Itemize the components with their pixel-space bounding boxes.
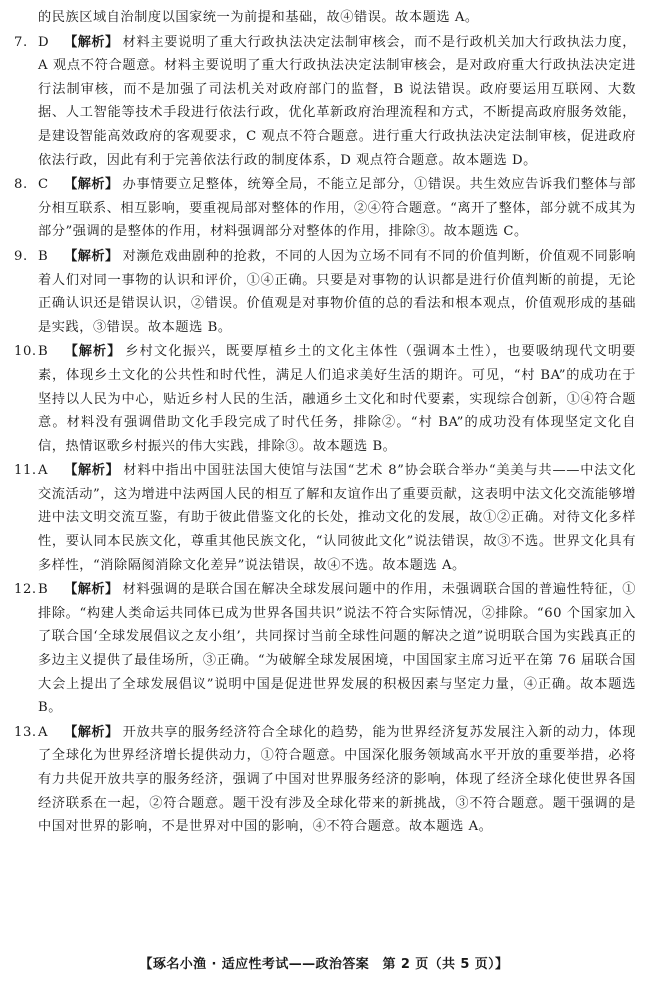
answer-item bbox=[14, 245, 636, 339]
analysis-tag: 【解析】 bbox=[64, 177, 119, 193]
answer-body bbox=[14, 340, 636, 458]
answer-body bbox=[14, 31, 636, 173]
answer-body bbox=[14, 578, 636, 720]
analysis-text: 办事情要立足整体，统筹全局，不能立足部分，①错误。共生效应告诉我们整体与部分相互联系、相互影响，要重视局部对整体的作用，②④符合题意。“离开了整体，部分就不成其为部分”强调的是整体的作用，材料强调部分对整体的作用，排除③。故本题选 C。 bbox=[38, 177, 636, 240]
answer-page bbox=[14, 6, 636, 839]
question-number: 9. bbox=[14, 248, 28, 264]
answer-choice: A bbox=[38, 463, 49, 479]
page-footer: 【琢名小渔 · 适应性考试——政治答案 第 2 页（共 5 页）】 bbox=[139, 957, 509, 972]
answer-body bbox=[14, 173, 636, 244]
answer-list bbox=[14, 31, 636, 839]
analysis-text: 材料强调的是联合国在解决全球发展问题中的作用，未强调联合国的普遍性特征，①排除。“构建人类命运共同体已成为世界各国共识”说法不符合实际情况，②排除。“60 个国家加入了联合国‘全球发展倡议之友小组’，共同探讨当前全球性问题的解决之道”说明联合国为实践真正的多边主义提供了最佳场所，③正确。“为破解全球发展困境，中国国家主席习近平在第 76 届联合国大会上提出了全球发展倡议”说明中国是促进世界发展的积极因素与坚定力量，④正确。故本题选 B。 bbox=[38, 582, 636, 716]
answer-item bbox=[14, 340, 636, 458]
analysis-tag: 【解析】 bbox=[64, 34, 119, 50]
analysis-text: 材料中指出中国驻法国大使馆与法国“艺术 8”协会联合举办“美美与共——中法文化交流活动”，这为增进中法两国人民的相互了解和友谊作出了重要贡献，这表明中法文化交流能够增进中法文明交流互鉴，有助于彼此借鉴文化的长处，推动文化的发展，故①②正确。对待文化多样性，要认同本民族文化，尊重其他民族文化，“认同彼此文化”说法错误，故③不选。世界文化具有多样性，“消除隔阂消除文化差异”说法错误，故④不选。故本题选 A。 bbox=[38, 463, 636, 573]
question-number: 12. bbox=[14, 582, 37, 598]
lead-paragraph: 的民族区域自治制度以国家统一为前提和基础，故④错误。故本题选 A。 bbox=[38, 10, 479, 25]
analysis-text: 乡村文化振兴，既要厚植乡土的文化主体性（强调本土性），也要吸纳现代文明要素，体现乡土文化的公共性和时代性，满足人们追求美好生活的期许。可见，“村 BA”的成功在于坚持以人民为中心，贴近乡村人民的生活，融通乡土文化和时代要素，实现综合创新，①④符合题意。材料没有强调借助文化手段完成了时代任务，排除②。“村 BA”的成功没有体现坚定文化自信，热情讴歌乡村振兴的伟大实践，排除③。故本题选 B。 bbox=[38, 344, 636, 454]
analysis-text: 对濒危戏曲剧种的抢救，不同的人因为立场不同有不同的价值判断，价值观不同影响着人们对同一事物的认识和评价，①④正确。只要是对事物的认识都是进行价值判断的前提，无论正确认识还是错误认识，②错误。价值观是对事物价值的总的看法和根本观点，价值观形成的基础是实践，③错误。故本题选 B。 bbox=[38, 248, 636, 335]
answer-body bbox=[14, 245, 636, 339]
answer-item bbox=[14, 459, 636, 577]
answer-item bbox=[14, 173, 636, 244]
analysis-tag: 【解析】 bbox=[64, 248, 119, 264]
analysis-tag: 【解析】 bbox=[64, 724, 119, 740]
question-number: 10. bbox=[14, 344, 37, 360]
analysis-tag: 【解析】 bbox=[64, 463, 120, 479]
answer-choice: C bbox=[38, 177, 49, 193]
analysis-text: 材料主要说明了重大行政执法决定法制审核会，而不是行政机关加大行政执法力度，A 观点不符合题意。材料主要说明了重大行政执法决定法制审核会，是对政府重大行政执法决定进行法制审核，而不是加强了司法机关对政府部门的监督，B 说法错误。政府要运用互联网、大数据、人工智能等技术手段进行依法行政，优化革新政府治理流程和方式，不断提高政府服务效能，是建设智能高效政府的客观要求，C 观点不符合题意。进行重大行政执法决定法制审核，促进政府依法行政，因此有利于完善依法行政的制度体系，D 观点符合题意。故本题选 D。 bbox=[38, 34, 636, 168]
analysis-text: 开放共享的服务经济符合全球化的趋势，能为世界经济复苏发展注入新的动力，体现了全球化为世界经济增长提供动力，①符合题意。中国深化服务领域高水平开放的重要举措，必将有力共促开放共享的服务经济，强调了中国对世界服务经济的影响，体现了经济全球化使世界各国经济联系在一起，②符合题意。题干没有涉及全球化带来的新挑战，③不符合题意。题干强调的是中国对世界的影响，不是世界对中国的影响，④不符合题意。故本题选 A。 bbox=[38, 724, 636, 835]
analysis-tag: 【解析】 bbox=[64, 582, 119, 598]
question-number: 13. bbox=[14, 724, 37, 740]
answer-choice: B bbox=[38, 344, 49, 360]
question-number: 8. bbox=[14, 177, 28, 193]
analysis-tag: 【解析】 bbox=[64, 344, 122, 360]
question-number: 11. bbox=[14, 463, 37, 479]
answer-choice: B bbox=[38, 582, 49, 598]
answer-item bbox=[14, 721, 636, 839]
answer-item bbox=[14, 31, 636, 173]
answer-choice: D bbox=[38, 34, 50, 50]
answer-body bbox=[14, 721, 636, 839]
question-number: 7. bbox=[14, 34, 28, 50]
answer-choice: B bbox=[38, 248, 49, 264]
answer-item bbox=[14, 578, 636, 720]
answer-body bbox=[14, 459, 636, 577]
answer-choice: A bbox=[38, 724, 49, 740]
